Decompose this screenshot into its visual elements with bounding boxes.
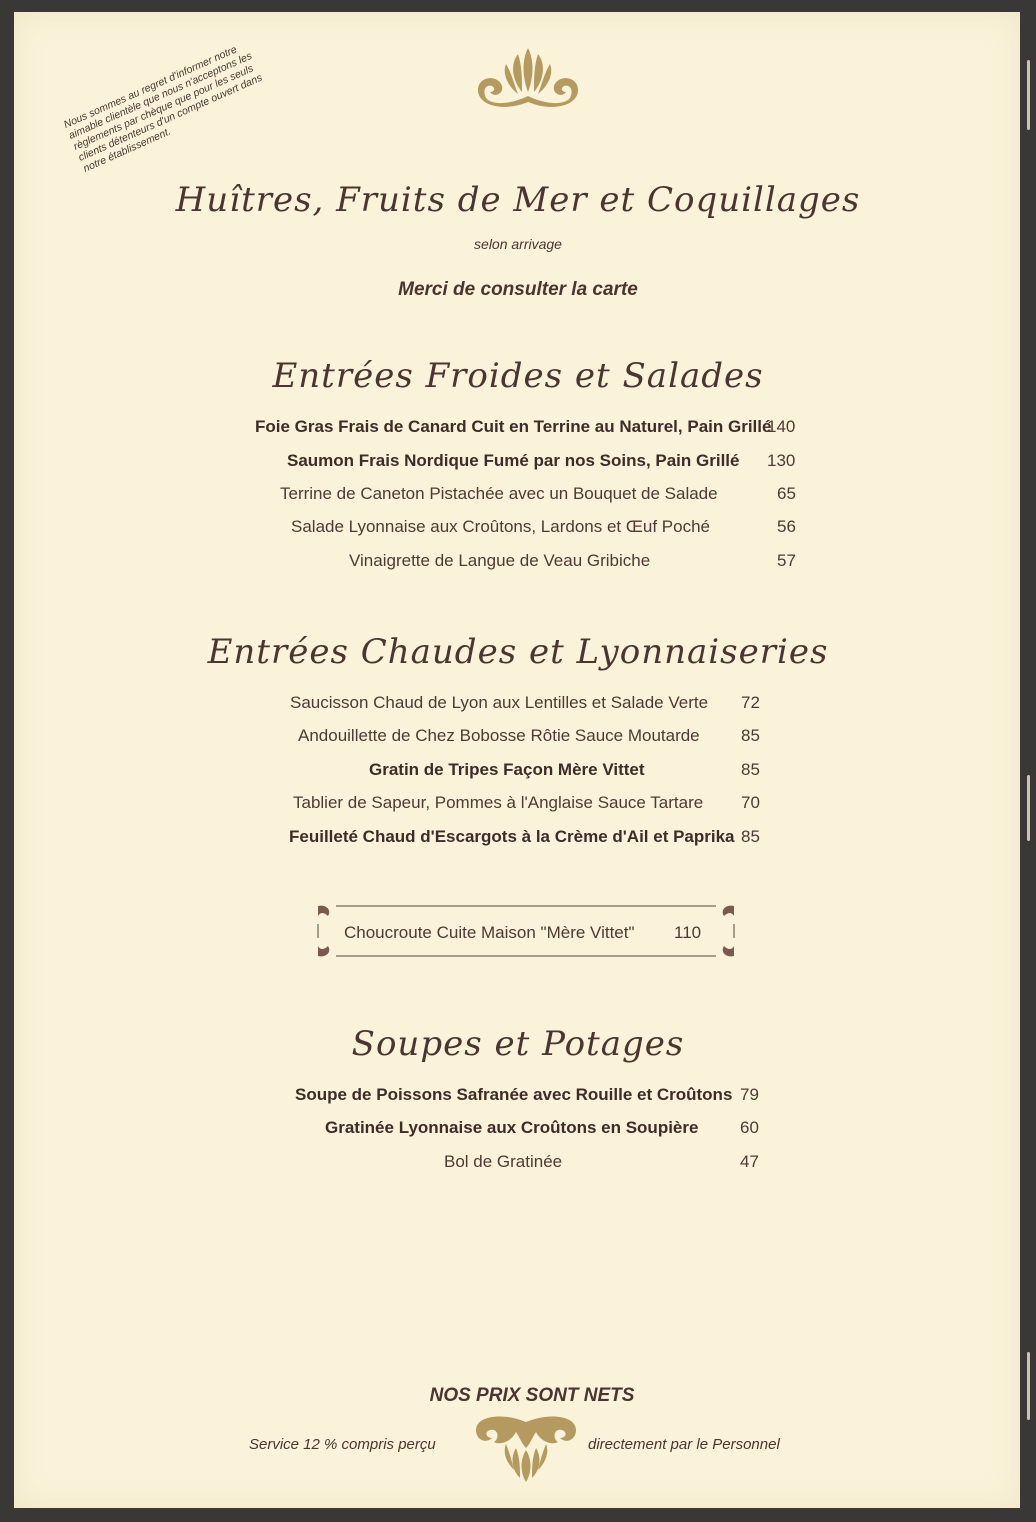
section-title-huitres: Huîtres, Fruits de Mer et Coquillages [175,180,861,220]
special-price: 110 [674,923,702,942]
menu-price: 85 [741,827,760,846]
menu-price: 70 [741,793,760,812]
palmette-ornament-icon [472,40,584,112]
menu-price: 79 [740,1085,759,1104]
menu-item: Vinaigrette de Langue de Veau Gribiche [349,551,651,570]
menu-item: Salade Lyonnaise aux Croûtons, Lardons et Œuf Poché [291,517,710,536]
menu-price: 57 [777,551,796,570]
section-subtitle: selon arrivage [474,236,562,252]
menu-price: 47 [740,1152,759,1171]
menu-price: 130 [767,451,796,470]
menu-price: 65 [777,484,796,503]
menu-item: Foie Gras Frais de Canard Cuit en Terrine au Naturel, Pain Grillé [255,417,772,436]
menu-item: Soupe de Poissons Safranée avec Rouille et Croûtons [295,1085,733,1104]
menu-price: 85 [741,760,760,779]
special-item: Choucroute Cuite Maison "Mère Vittet" [344,923,635,942]
menu-item: Feuilleté Chaud d'Escargots à la Crème d'Ail et Paprika [289,827,735,846]
menu-item: Saucisson Chaud de Lyon aux Lentilles et Salade Verte [290,693,709,712]
binder-strip [1020,0,1036,1522]
palmette-ornament-icon [470,1410,582,1486]
binder-clip [1027,775,1030,841]
menu-price: 56 [777,517,796,536]
menu-item: Tablier de Sapeur, Pommes à l'Anglaise Sauce Tartare [293,793,704,812]
menu-price: 140 [767,417,796,436]
service-note-left: Service 12 % compris perçu [249,1436,436,1453]
menu-item: Terrine de Caneton Pistachée avec un Bouquet de Salade [280,484,718,503]
menu-price: 72 [741,693,760,712]
menu-item: Bol de Gratinée [444,1152,563,1171]
menu-price: 85 [741,726,760,745]
menu-item: Gratinée Lyonnaise aux Croûtons en Soupière [325,1118,699,1137]
service-note-right: directement par le Personnel [588,1436,780,1453]
menu-item: Andouillette de Chez Bobosse Rôtie Sauce Moutarde [298,726,700,745]
consult-note: Merci de consulter la carte [398,279,638,300]
section-title-soupes: Soupes et Potages [351,1024,685,1064]
binder-clip [1027,60,1030,130]
cheque-disclaimer: Nous sommes au regret d'informer notre aimable clientèle que nous n'acceptons les règlements par chèque que pour les seuls clients détenteurs d'un compte ouvert dans notre établissement. [62,43,265,175]
section-title-chaudes: Entrées Chaudes et Lyonnaiseries [207,632,829,672]
menu-item: Saumon Frais Nordique Fumé par nos Soins, Pain Grillé [287,451,740,470]
menu-item: Gratin de Tripes Façon Mère Vittet [369,760,645,779]
menu-price: 60 [740,1118,759,1137]
net-prices-note: NOS PRIX SONT NETS [429,1385,635,1406]
section-title-froides: Entrées Froides et Salades [272,356,764,396]
